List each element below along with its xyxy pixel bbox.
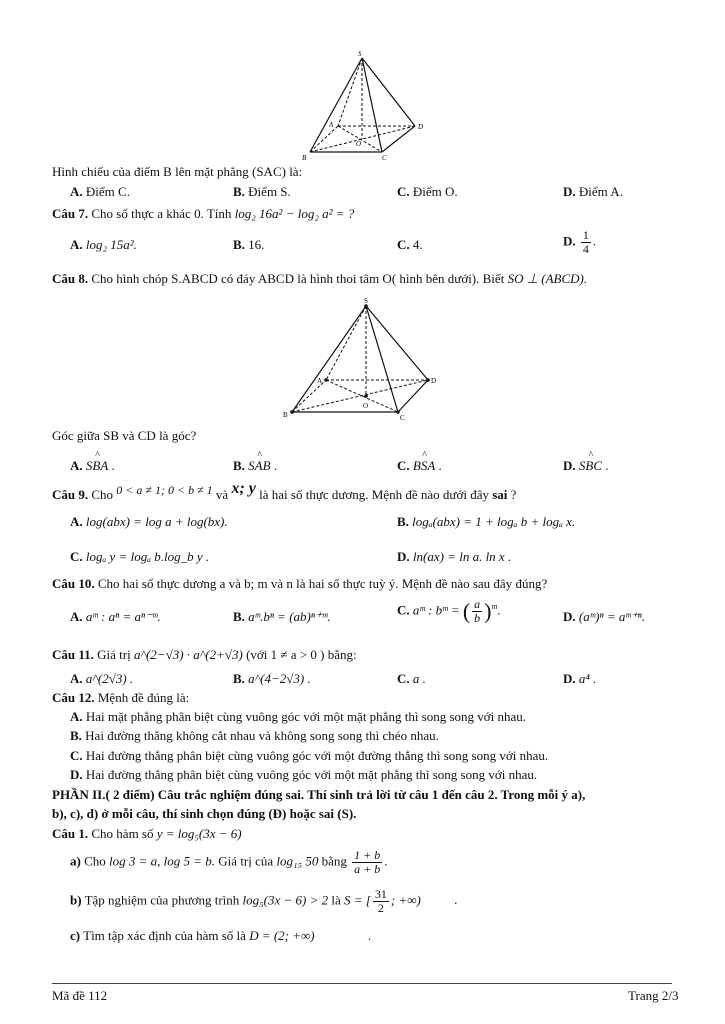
q7-fraction: $\frac{1}{4}$	[582, 228, 589, 256]
q9-stem: Câu 9. Cho 0 < a ≠ 1; 0 < b ≠ 1 và x; y là hai số thực dương. Mệnh đề nào dưới đây sai ?	[52, 480, 517, 502]
fig1-label-d: D	[418, 123, 424, 131]
part2-heading-line1: PHẦN II.( 2 điểm) Câu trắc nghiệm đúng sai. Thí sinh trả lời từ câu 1 đến câu 2. Trong mỗi ý a),	[52, 787, 586, 802]
q8-option-a: A. ^ SBA .	[70, 458, 115, 474]
q7-option-a: A. log₂ 15a².	[70, 237, 137, 252]
part2-heading-line2: b), c), d) ở mỗi câu, thí sinh chọn đúng (Đ) hoặc sai (S).	[52, 806, 357, 821]
q6-option-c: C. Điểm O.	[397, 184, 458, 199]
footer-page-number: Trang 2/3	[628, 988, 679, 1003]
fig2-label-s: S	[364, 297, 368, 305]
q8-option-d: D. ^ SBC .	[563, 458, 609, 474]
q12-option-b: B. Hai đường thẳng không cắt nhau và không song song thì chéo nhau.	[70, 728, 439, 743]
fig1-label-c: C	[382, 154, 387, 162]
q11-option-b: B. a^(4−2√3) .	[233, 671, 311, 686]
fig2-label-a: A	[317, 377, 323, 385]
fig2-label-d: D	[431, 377, 437, 385]
q9-option-d: D. ln(ax) = ln a. ln x .	[397, 549, 512, 564]
fig1-label-a: A	[329, 121, 334, 129]
q10-option-d: D. (aᵐ)ⁿ = aᵐ⁺ⁿ.	[563, 609, 645, 624]
p2q1-stem: Câu 1. Cho hàm số y = log₅(3x − 6)	[52, 826, 242, 841]
p2q1-item-c: c) Tìm tập xác định của hàm số là D = (2; +∞) .	[70, 928, 372, 943]
q6-option-b: B. Điểm S.	[233, 184, 291, 199]
footer-exam-code: Mã đề 112	[52, 988, 108, 1003]
pyramid-figure-2	[280, 296, 445, 426]
q10-option-a: A. aᵐ : aⁿ = aⁿ⁻ᵐ.	[70, 609, 161, 624]
q12-option-d: D. Hai đường thẳng phân biệt cùng vuông góc với một mặt phẳng thì song song với nhau.	[70, 767, 538, 782]
footer-divider	[52, 983, 672, 984]
p2q1-item-a: a) Cho log 3 = a, log 5 = b. Giá trị của log₁₅ 50 bằng $\frac{1 + b}{a + b}$ .	[70, 848, 388, 876]
p2q1-item-b: b) Tập nghiệm của phương trình log₅(3x − 6) > 2 là S = [ $\frac{31}{2}$ ; +∞) .	[70, 887, 458, 915]
q6-option-d: D. Điểm A.	[563, 184, 623, 199]
q12-option-a: A. Hai mặt phẳng phân biệt cùng vuông góc với một mặt phẳng thì song song với nhau.	[70, 709, 527, 724]
fig2-label-o: O	[363, 402, 369, 410]
q10-option-c: C. aᵐ : bᵐ = ( $\frac{a}{b}$ )$^m$.	[397, 597, 501, 625]
q7-option-c: C. 4.	[397, 237, 423, 252]
fig1-label-s: S	[358, 50, 362, 58]
q7-option-d: D. $\frac{1}{4}$ .	[563, 228, 597, 256]
q6-option-a: A. Điểm C.	[70, 184, 130, 199]
q7-option-b: B. 16.	[233, 237, 265, 252]
q9-option-a: A. log(abx) = log a + log(bx).	[70, 514, 228, 529]
q8-question: Góc giữa SB và CD là góc?	[52, 428, 197, 443]
q11-option-d: D. a⁴ .	[563, 671, 597, 686]
q8-option-c: C. ^ BSA .	[397, 458, 442, 474]
q10-stem: Câu 10. Cho hai số thực dương a và b; m và n là hai số thực tuỳ ý. Mệnh đề nào sau đây đúng?	[52, 576, 548, 591]
pyramid-figure-1	[290, 48, 440, 163]
fig1-label-o: O	[356, 140, 362, 148]
fig1-label-b: B	[302, 154, 307, 162]
fig2-label-c: C	[400, 414, 405, 422]
q8-stem: Câu 8. Cho hình chóp S.ABCD có đáy ABCD là hình thoi tâm O( hình bên dưới). Biết SO ⊥ (ABCD).	[52, 271, 588, 286]
p2q1a-fraction: $\frac{1 + b}{a + b}$	[354, 848, 381, 876]
q12-option-c: C. Hai đường thẳng phân biệt cùng vuông góc với một đường thẳng thì song song với nhau.	[70, 748, 549, 763]
q7-stem: Câu 7. Cho số thực a khác 0. Tính log₂ 16a² − log₂ a² = ?	[52, 206, 355, 221]
q9-option-b: B. logₐ(abx) = 1 + logₐ b + logₐ x.	[397, 514, 576, 529]
q9-option-c: C. logₐ y = logₐ b.log_b y .	[70, 549, 210, 564]
fig2-label-b: B	[283, 411, 288, 419]
q10-option-b: B. aᵐ.bⁿ = (ab)ⁿ⁺ᵐ.	[233, 609, 331, 624]
q12-stem: Câu 12. Mệnh đề đúng là:	[52, 690, 190, 705]
q11-option-c: C. a .	[397, 671, 426, 686]
q6-stem: Hình chiếu của điểm B lên mặt phẳng (SAC) là:	[52, 164, 303, 179]
q11-option-a: A. a^(2√3) .	[70, 671, 134, 686]
p2q1b-fraction: $\frac{31}{2}$	[374, 887, 387, 915]
q11-stem: Câu 11. Giá trị a^(2−√3) · a^(2+√3) (với 1 ≠ a > 0 ) bằng:	[52, 647, 357, 662]
q8-option-b: B. ^ SAB .	[233, 458, 277, 474]
